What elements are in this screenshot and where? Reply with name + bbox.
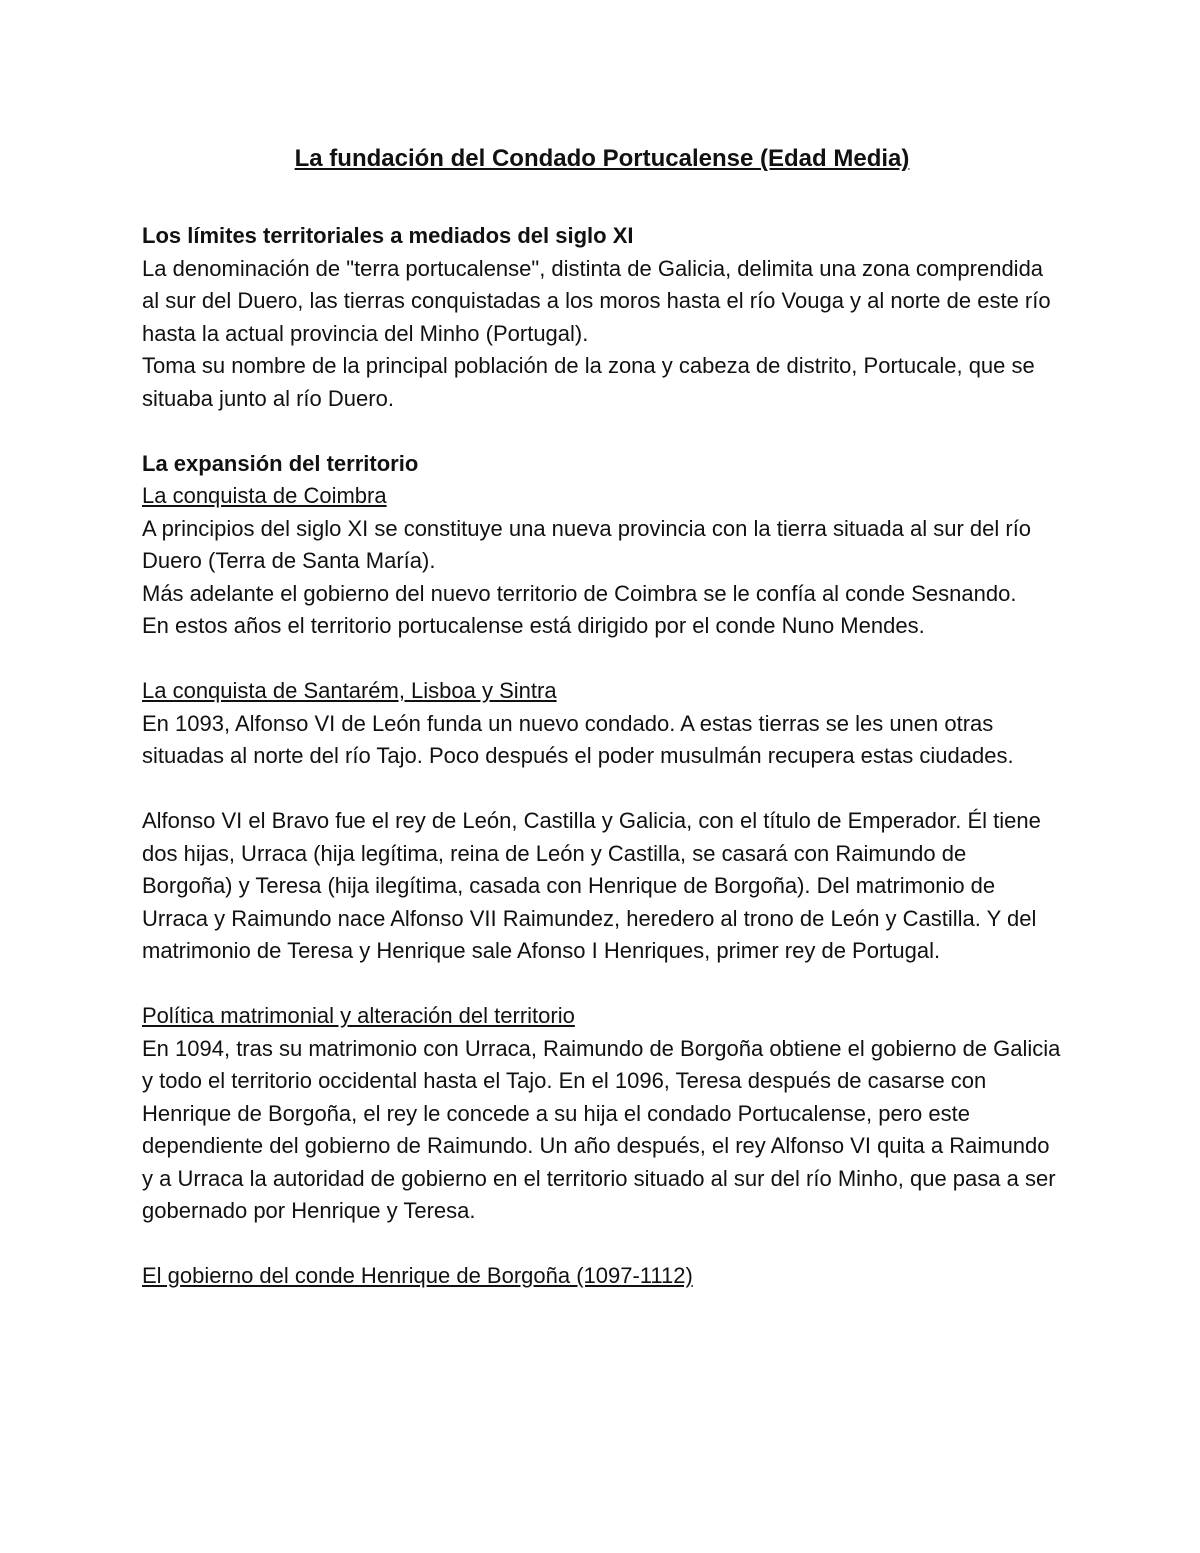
section-heading-limits: Los límites territoriales a mediados del siglo XI	[142, 223, 634, 248]
spacer	[142, 968, 1062, 1001]
paragraph: A principios del siglo XI se constituye una nueva provincia con la tierra situada al sur del río Duero (Terra de Santa María).	[142, 515, 1032, 573]
subheading-henrique: El gobierno del conde Henrique de Borgoña (1097-1112)	[142, 1263, 693, 1288]
paragraph: En 1094, tras su matrimonio con Urraca, Raimundo de Borgoña obtiene el gobierno de Galicia y todo el territorio occidental hasta el Tajo. En el 1096, Teresa después de casarse con Henrique de Borgoña, el rey le concede a su hija el condado Portucalense, pero este dependiente del gobierno de Raimundo. Un año después, el rey Alfonso VI quita a Raimundo y a Urraca la autoridad de gobierno en el territorio situado al sur del río Minho, que pasa a ser gobernado por Henrique y Teresa.	[142, 1035, 1061, 1223]
paragraph: En 1093, Alfonso VI de León funda un nuevo condado. A estas tierras se les unen otras situadas al norte del río Tajo. Poco después el poder musulmán recupera estas ciudades.	[142, 710, 1014, 768]
spacer	[142, 1228, 1062, 1261]
document-page	[142, 140, 1062, 1293]
subheading-politica: Política matrimonial y alteración del territorio	[142, 1003, 575, 1028]
paragraph: Alfonso VI el Bravo fue el rey de León, Castilla y Galicia, con el título de Emperador. Él tiene dos hijas, Urraca (hija legítima, reina de León y Castilla, se casará con Raimundo de Borgoña) y Teresa (hija ilegítima, casada con Henrique de Borgoña). Del matrimonio de Urraca y Raimundo nace Alfonso VII Raimundez, heredero al trono de León y Castilla. Y del matrimonio de Teresa y Henrique sale Afonso I Henriques, primer rey de Portugal.	[142, 808, 1041, 963]
paragraph: La denominación de "terra portucalense", distinta de Galicia, delimita una zona comprendida al sur del Duero, las tierras conquistadas a los moros hasta el río Vouga y al norte de este río hasta la actual provincia del Minho (Portugal).	[142, 255, 1051, 346]
paragraph: Más adelante el gobierno del nuevo territorio de Coimbra se le confía al conde Sesnando.	[142, 580, 1017, 606]
spacer	[142, 643, 1062, 676]
subheading-santarem: La conquista de Santarém, Lisboa y Sintra	[142, 678, 557, 703]
subheading-coimbra: La conquista de Coimbra	[142, 483, 387, 508]
document-title: La fundación del Condado Portucalense (Edad Media)	[294, 145, 910, 172]
paragraph: En estos años el territorio portucalense está dirigido por el conde Nuno Mendes.	[142, 613, 925, 638]
paragraph: Toma su nombre de la principal población de la zona y cabeza de distrito, Portucale, que se situaba junto al río Duero.	[142, 353, 1035, 411]
spacer	[142, 415, 1062, 448]
section-heading-expansion: La expansión del territorio	[142, 450, 419, 476]
spacer	[142, 773, 1062, 806]
